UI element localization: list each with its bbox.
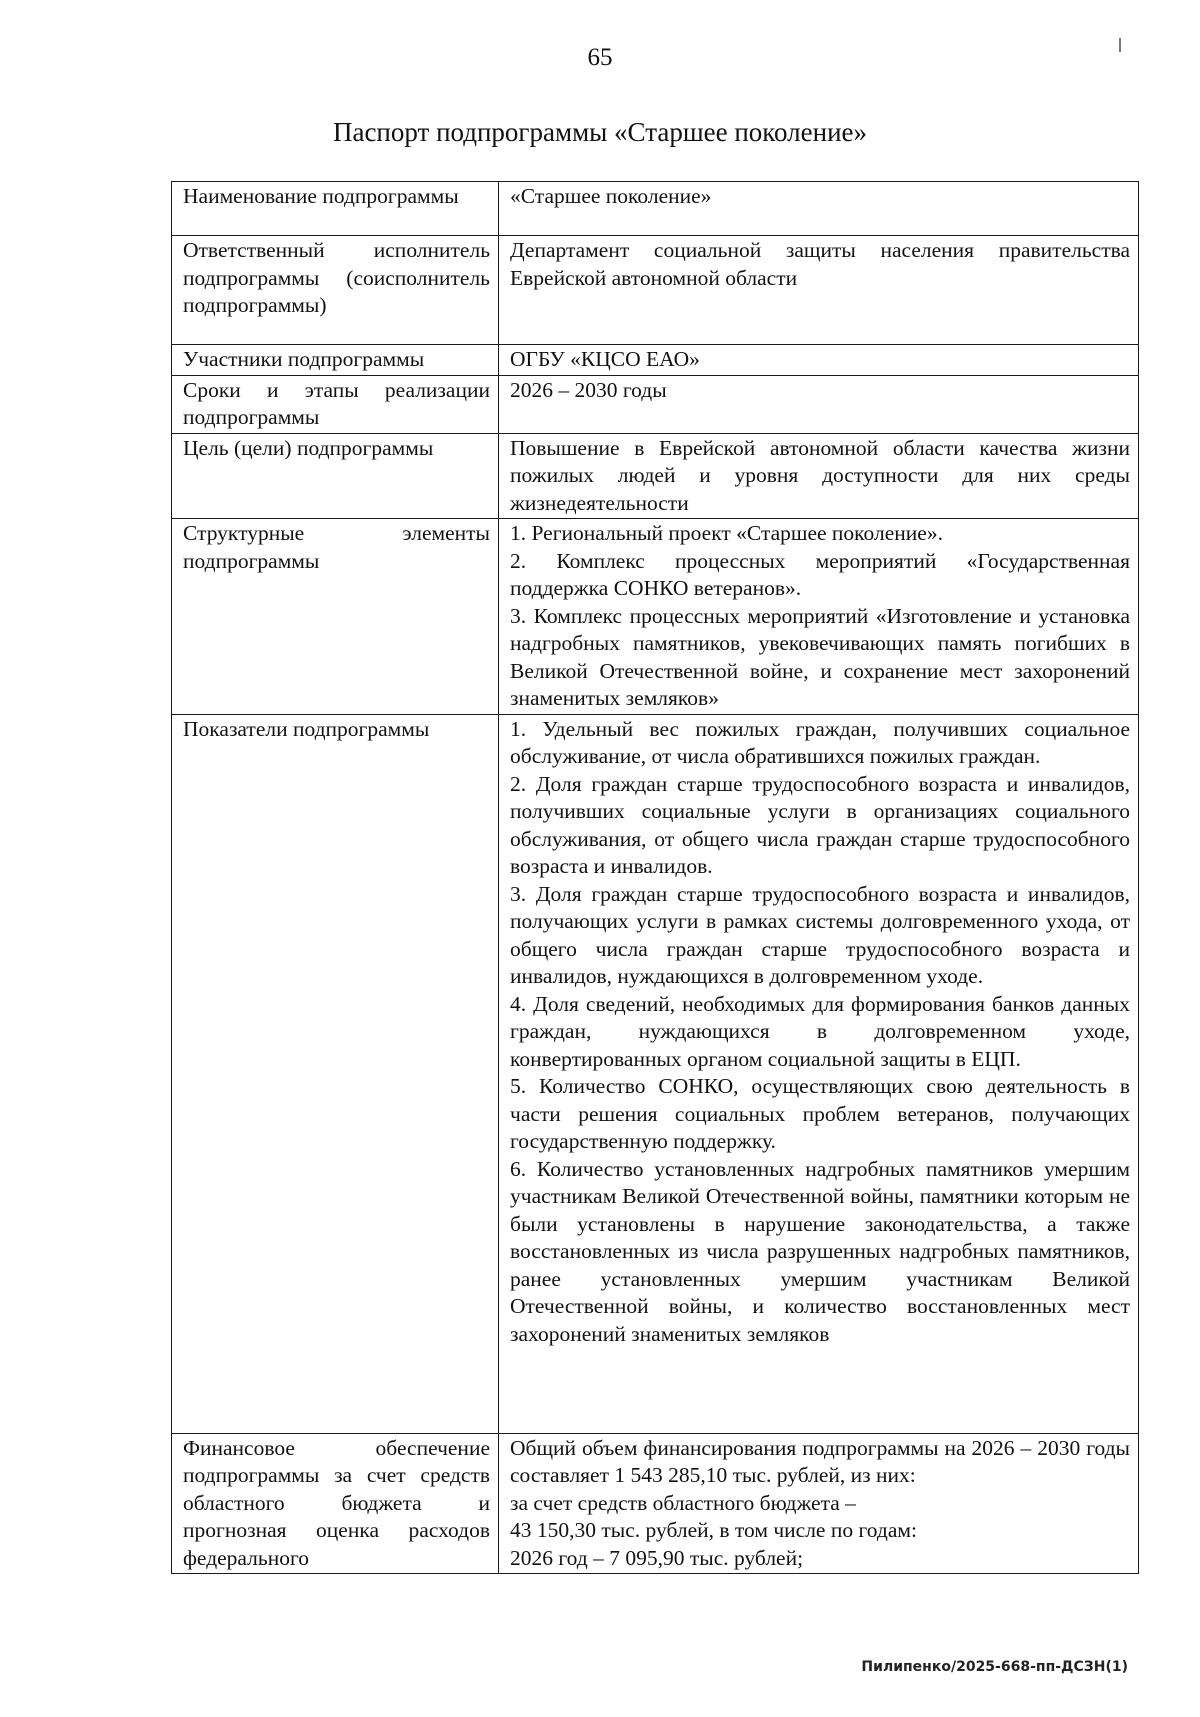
document-title: Паспорт подпрограммы «Старшее поколение» [332,117,868,147]
value-paragraph: 2026 – 2030 годы [510,377,667,402]
value-paragraph: 5. Количество СОНКО, осуществляющих свою деятельность в части решения социальных проблем ветеранов, получающих государственную поддержку. [510,1074,1130,1153]
table-row [172,182,1139,236]
value-paragraph: ОГБУ «КЦСО ЕАО» [510,347,700,371]
row-value [499,1433,1139,1574]
page-number: 65 [587,44,613,71]
value-paragraph: 4. Доля сведений, необходимых для формирования банков данных граждан, нуждающихся в долговременном уходе, конвертированных органом социальной защиты в ЕЦП. [510,991,1130,1071]
passport-table [171,181,1139,1574]
value-paragraph: 2. Доля граждан старше трудоспособного возраста и инвалидов, получивших социальные услуги в организациях социального обслуживания, от общего числа граждан старше трудоспособного возраста и инвалидов. [510,771,1130,878]
table-row [172,1433,1139,1574]
row-label: Сроки и этапы реализации подпрограммы [172,375,499,433]
row-value [499,375,1139,433]
row-value [499,182,1139,236]
value-paragraph: Департамент социальной защиты населения правительства Еврейской автономной области [510,238,1130,290]
row-value [499,519,1139,715]
value-paragraph: 2. Комплекс процессных мероприятий «Государственная поддержка СОНКО ветеранов». [510,548,1130,600]
row-label: Ответственный исполнитель подпрограммы (соисполнитель подпрограммы) [172,236,499,345]
row-label: Финансовое обеспечение подпрограммы за счет средств областного бюджета и прогнозная оценка расходов федерального [172,1433,499,1574]
value-paragraph: 1. Удельный вес пожилых граждан, получивших социальное обслуживание, от числа обратившихся пожилых граждан. [510,716,1130,768]
value-paragraph: 6. Количество установленных надгробных памятников умершим участникам Великой Отечественной войны, памятники которым не были установлены в нарушение законодательства, а также восстановленных из числа разрушенных надгробных памятников, ранее установленных умершим участникам Великой Отечественной войны, и количество восстановленных мест захоронений знаменитых земляков [510,1156,1130,1346]
value-paragraph: Повышение в Еврейской автономной области качества жизни пожилых людей и уровня доступности для них среды жизнедеятельности [510,435,1130,515]
table-row [172,345,1139,376]
row-value [499,433,1139,519]
value-paragraph: Общий объем финансирования подпрограммы на 2026 – 2030 годы составляет 1 543 285,10 тыс. рублей, из них: [510,1435,1130,1487]
row-value [499,345,1139,376]
row-label: Структурные элементы подпрограммы [172,519,499,715]
table-row [172,375,1139,433]
row-label: Участники подпрограммы [172,345,499,376]
row-label: Цель (цели) подпрограммы [172,433,499,519]
value-paragraph: 3. Комплекс процессных мероприятий «Изготовление и установка надгробных памятников, увековечивающих память погибших в Великой Отечественной войне, и сохранение мест захоронений знаменитых земляков» [510,603,1130,710]
value-paragraph: 3. Доля граждан старше трудоспособного возраста и инвалидов, получающих услуги в рамках системы долговременного ухода, от общего числа граждан старше трудоспособного возраста и инвалидов, нуждающихся в долговременном уходе. [510,881,1130,988]
value-paragraph: 2026 год – 7 095,90 тыс. рублей; [510,1545,804,1570]
value-paragraph: за счет средств областного бюджета – [510,1490,856,1515]
row-value [499,714,1139,1433]
row-value [499,236,1139,345]
footer-document-code: Пилипенко/2025-668-пп-ДСЗН(1) [861,1659,1128,1675]
value-paragraph: 43 150,30 тыс. рублей, в том числе по годам: [510,1518,917,1542]
table-row [172,236,1139,345]
table-row [172,714,1139,1433]
scan-mark [1119,38,1121,52]
table-row [172,519,1139,715]
table-row [172,433,1139,519]
value-paragraph: «Старшее поколение» [510,184,712,208]
row-label: Показатели подпрограммы [172,714,499,1433]
value-paragraph: 1. Региональный проект «Старшее поколение». [510,521,943,545]
row-label: Наименование подпрограммы [172,182,499,236]
